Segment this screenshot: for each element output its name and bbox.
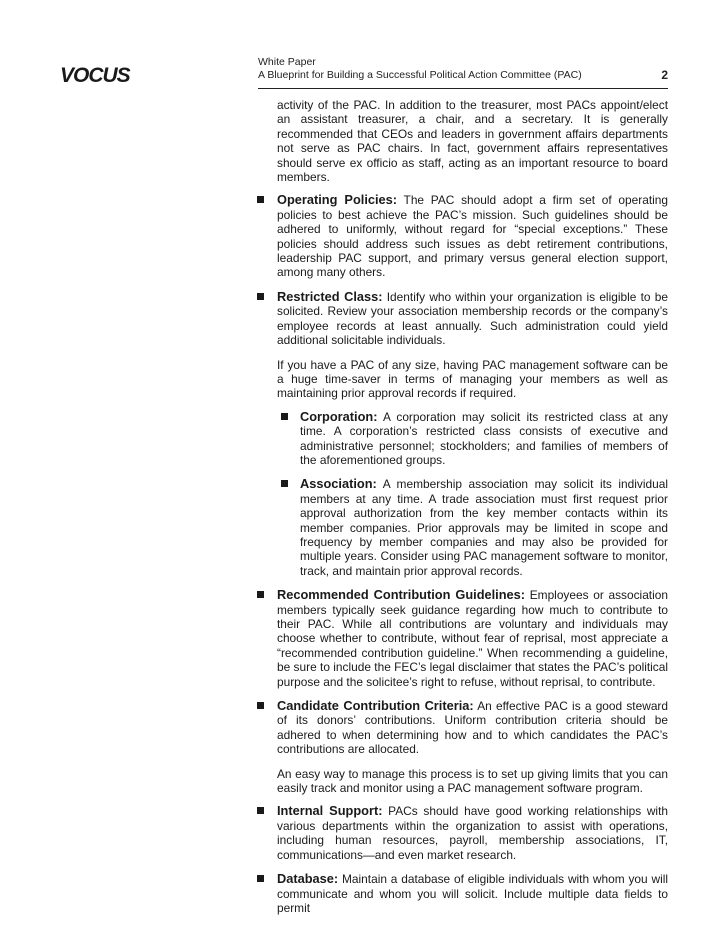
- header-title-row: [258, 69, 668, 82]
- header-rule: [258, 88, 668, 89]
- subbullet-association: [256, 477, 668, 578]
- bullet-square-icon: [257, 807, 264, 814]
- bullet-square-icon: [257, 293, 264, 300]
- bullet-text: A corporation may solicit its restricted class at any time. A corporation’s restricted class consists of executive and administrative personnel; stockholders; and families of members of the aforementioned groups.: [300, 409, 668, 467]
- vocus-logo: VOCUS: [60, 64, 130, 87]
- bullet-contribution-criteria: [256, 699, 668, 757]
- bullet-term: Internal Support:: [277, 803, 383, 819]
- header-label: White Paper: [258, 56, 316, 68]
- bullet-term: Restricted Class:: [277, 288, 383, 304]
- intro-paragraph: activity of the PAC. In addition to the treasurer, most PACs appoint/elect an assistant treasurer, a chair, and a secretary. It is generally recommended that CEOs and leaders in government affairs departments not serve as PAC chairs. In fact, government affairs representatives should serve ex officio as staff, acting as an important resource to board members.: [277, 98, 668, 185]
- bullet-term: Association:: [300, 476, 377, 492]
- contribution-criteria-paragraph: An easy way to manage this process is to set up giving limits that you can easily track and monitor using a PAC management software program.: [277, 766, 668, 796]
- bullet-square-icon: [257, 591, 264, 598]
- bullet-square-icon: [281, 413, 288, 420]
- bullet-text: Employees or association members typically seek guidance regarding how much to contribute to their PAC. While all contributions are voluntary and individuals may choose whether to contribute, without fear of reprisal, most appreciate a “recommended contribution guideline.” When recommending a guideline, be sure to include the FEC’s legal disclaimer that states the PAC’s political purpose and the solicitee’s right to refuse, without reprisal, to contribute.: [277, 588, 668, 689]
- bullet-term: Database:: [277, 871, 339, 887]
- header-title: A Blueprint for Building a Successful Political Action Committee (PAC): [258, 69, 582, 81]
- bullet-operating-policies: [256, 193, 668, 279]
- page-number: 2: [661, 68, 668, 82]
- bullet-database: [256, 872, 668, 915]
- bullet-text: An effective PAC is a good steward of its donors’ contributions. Uniform contribution criteria should be adhered to when determining how and to which candidates the PAC’s contributions are allocated.: [277, 699, 669, 757]
- bullet-term: Recommended Contribution Guidelines:: [277, 587, 526, 603]
- bullet-restricted-class: [256, 290, 668, 348]
- bullet-square-icon: [281, 480, 288, 487]
- bullet-contribution-guidelines: [256, 588, 668, 689]
- bullet-term: Candidate Contribution Criteria:: [277, 698, 474, 714]
- restricted-class-paragraph: If you have a PAC of any size, having PAC management software can be a huge time-saver in terms of managing your members as well as maintaining prior approval records if required.: [277, 357, 668, 401]
- bullet-text: PACs should have good working relationships with various departments within the organization to assist with operations, including human resources, payroll, membership associations, IT, communications—and even market research.: [277, 804, 668, 862]
- bullet-square-icon: [257, 702, 264, 709]
- bullet-term: Corporation:: [300, 408, 378, 424]
- document-body: [256, 98, 668, 925]
- bullet-term: Operating Policies:: [277, 192, 398, 208]
- bullet-text: Maintain a database of eligible individuals with whom you will communicate and whom you will solicit. Include multiple data fields to permit: [277, 872, 668, 915]
- bullet-text: The PAC should adopt a firm set of operating policies to best achieve the PAC’s mission. Such guidelines should be adhered to uniformly, without regard for “special exceptions.” These policies should address such issues as debt retirement contributions, leadership PAC support, and primary versus general election support, among many others.: [277, 193, 668, 280]
- bullet-text: Identify who within your organization is eligible to be solicited. Review your association membership records or the company’s employee records at least annually. Such administration could yield additional solicitable individuals.: [277, 289, 668, 348]
- bullet-square-icon: [257, 875, 264, 882]
- bullet-internal-support: [256, 804, 668, 862]
- subbullet-corporation: [256, 410, 668, 468]
- page-header: [258, 56, 668, 82]
- bullet-square-icon: [257, 196, 264, 203]
- bullet-text: A membership association may solicit its individual members at any time. A trade association must first request prior approval authorization from the key member contacts within its member companies. Prior approvals may be limited in scope and frequency by member companies and may also be provided for multiple years. Consider using PAC management software to monitor, track, and maintain prior approval records.: [300, 477, 668, 578]
